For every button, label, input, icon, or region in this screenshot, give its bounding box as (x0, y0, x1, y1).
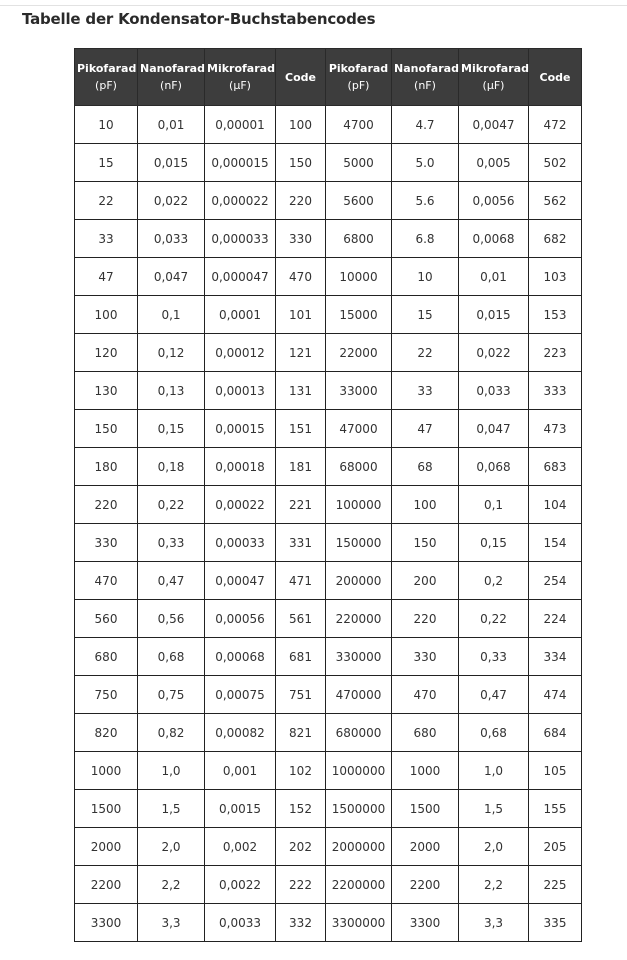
table-cell: 150000 (326, 524, 392, 562)
table-cell: 0,0056 (459, 182, 529, 220)
header-picofarad: Pikofarad (pF) (75, 49, 138, 106)
table-cell: 2200 (75, 866, 138, 904)
table-cell: 0,00001 (205, 106, 276, 144)
table-cell: 154 (529, 524, 582, 562)
table-cell: 0,000022 (205, 182, 276, 220)
table-cell: 131 (276, 372, 326, 410)
table-cell: 474 (529, 676, 582, 714)
header-picofarad-2: Pikofarad (pF) (326, 49, 392, 106)
table-cell: 180 (75, 448, 138, 486)
table-row (75, 752, 582, 790)
table-cell: 223 (529, 334, 582, 372)
table-row (75, 524, 582, 562)
table-cell: 472 (529, 106, 582, 144)
table-cell: 1000 (392, 752, 459, 790)
table-row (75, 144, 582, 182)
table-cell: 222 (276, 866, 326, 904)
table-row (75, 904, 582, 942)
table-cell: 0,015 (459, 296, 529, 334)
table-row (75, 296, 582, 334)
table-row (75, 258, 582, 296)
table-cell: 0,00056 (205, 600, 276, 638)
table-row (75, 562, 582, 600)
table-cell: 0,000033 (205, 220, 276, 258)
table-cell: 130 (75, 372, 138, 410)
header-code-2: Code (529, 49, 582, 106)
table-cell: 330 (276, 220, 326, 258)
table-row (75, 372, 582, 410)
table-cell: 751 (276, 676, 326, 714)
table-cell: 471 (276, 562, 326, 600)
header-nanofarad: Nanofarad (nF) (138, 49, 205, 106)
table-cell: 151 (276, 410, 326, 448)
table-cell: 470000 (326, 676, 392, 714)
table-cell: 0,00015 (205, 410, 276, 448)
table-cell: 2,0 (138, 828, 205, 866)
table-row (75, 486, 582, 524)
table-cell: 0,00047 (205, 562, 276, 600)
table-cell: 1500 (392, 790, 459, 828)
table-cell: 33 (392, 372, 459, 410)
table-cell: 6.8 (392, 220, 459, 258)
table-cell: 0,033 (459, 372, 529, 410)
table-cell: 1500 (75, 790, 138, 828)
table-cell: 0,002 (205, 828, 276, 866)
header-code: Code (276, 49, 326, 106)
table-cell: 2200000 (326, 866, 392, 904)
table-cell: 0,005 (459, 144, 529, 182)
header-microfarad-2: Mikrofarad (µF) (459, 49, 529, 106)
table-cell: 0,0033 (205, 904, 276, 942)
table-cell: 0,047 (138, 258, 205, 296)
table-cell: 0,33 (138, 524, 205, 562)
table-cell: 153 (529, 296, 582, 334)
table-row (75, 676, 582, 714)
table-cell: 0,01 (459, 258, 529, 296)
table-cell: 47000 (326, 410, 392, 448)
table-cell: 100000 (326, 486, 392, 524)
table-cell: 150 (75, 410, 138, 448)
table-cell: 22000 (326, 334, 392, 372)
table-cell: 680000 (326, 714, 392, 752)
table-cell: 684 (529, 714, 582, 752)
table-cell: 335 (529, 904, 582, 942)
table-cell: 5.0 (392, 144, 459, 182)
table-cell: 680 (392, 714, 459, 752)
table-cell: 2,2 (138, 866, 205, 904)
table-cell: 15000 (326, 296, 392, 334)
table-row (75, 714, 582, 752)
table-cell: 4700 (326, 106, 392, 144)
table-cell: 0,75 (138, 676, 205, 714)
table-cell: 200 (392, 562, 459, 600)
table-cell: 0,00013 (205, 372, 276, 410)
table-body (75, 106, 582, 942)
table-cell: 101 (276, 296, 326, 334)
table-cell: 0,0068 (459, 220, 529, 258)
table-cell: 681 (276, 638, 326, 676)
table-cell: 68000 (326, 448, 392, 486)
capacitor-code-table (74, 48, 582, 942)
table-cell: 10000 (326, 258, 392, 296)
table-cell: 200000 (326, 562, 392, 600)
table-row (75, 448, 582, 486)
table-row (75, 790, 582, 828)
table-cell: 121 (276, 334, 326, 372)
table-cell: 1,0 (459, 752, 529, 790)
table-cell: 561 (276, 600, 326, 638)
table-cell: 225 (529, 866, 582, 904)
table-cell: 3,3 (138, 904, 205, 942)
table-cell: 68 (392, 448, 459, 486)
table-cell: 220 (75, 486, 138, 524)
table-row (75, 410, 582, 448)
table-cell: 22 (75, 182, 138, 220)
table-row (75, 182, 582, 220)
table-cell: 0,0022 (205, 866, 276, 904)
table-cell: 1,5 (459, 790, 529, 828)
table-cell: 0,2 (459, 562, 529, 600)
table-cell: 10 (75, 106, 138, 144)
table-cell: 820 (75, 714, 138, 752)
top-divider (0, 5, 627, 6)
table-cell: 0,068 (459, 448, 529, 486)
table-cell: 224 (529, 600, 582, 638)
table-cell: 0,00075 (205, 676, 276, 714)
table-cell: 2000 (392, 828, 459, 866)
table-cell: 254 (529, 562, 582, 600)
table-cell: 0,1 (138, 296, 205, 334)
table-cell: 0,00022 (205, 486, 276, 524)
table-cell: 562 (529, 182, 582, 220)
table-cell: 470 (392, 676, 459, 714)
table-cell: 0,15 (138, 410, 205, 448)
table-cell: 0,047 (459, 410, 529, 448)
table-cell: 104 (529, 486, 582, 524)
table-cell: 0,18 (138, 448, 205, 486)
table-cell: 221 (276, 486, 326, 524)
table-cell: 0,22 (459, 600, 529, 638)
table-row (75, 600, 582, 638)
table-cell: 5000 (326, 144, 392, 182)
table-cell: 331 (276, 524, 326, 562)
table-cell: 0,68 (138, 638, 205, 676)
table-cell: 680 (75, 638, 138, 676)
table-cell: 0,000015 (205, 144, 276, 182)
table-cell: 0,000047 (205, 258, 276, 296)
table-cell: 560 (75, 600, 138, 638)
table-cell: 3300 (392, 904, 459, 942)
table-cell: 0,001 (205, 752, 276, 790)
table-cell: 1000 (75, 752, 138, 790)
table-cell: 0,47 (459, 676, 529, 714)
table-cell: 1,0 (138, 752, 205, 790)
table-cell: 2000000 (326, 828, 392, 866)
table-cell: 0,68 (459, 714, 529, 752)
table-cell: 0,12 (138, 334, 205, 372)
table-cell: 333 (529, 372, 582, 410)
table-cell: 0,00012 (205, 334, 276, 372)
table-cell: 0,033 (138, 220, 205, 258)
table-cell: 155 (529, 790, 582, 828)
table-cell: 2200 (392, 866, 459, 904)
table-row (75, 828, 582, 866)
table-row (75, 866, 582, 904)
table-cell: 220 (276, 182, 326, 220)
table-cell: 3300 (75, 904, 138, 942)
table-cell: 502 (529, 144, 582, 182)
table-cell: 821 (276, 714, 326, 752)
table-cell: 220 (392, 600, 459, 638)
table-cell: 470 (276, 258, 326, 296)
table-cell: 470 (75, 562, 138, 600)
table-cell: 0,47 (138, 562, 205, 600)
table-row (75, 334, 582, 372)
table-row (75, 106, 582, 144)
table-cell: 0,1 (459, 486, 529, 524)
table-cell: 330 (75, 524, 138, 562)
table-cell: 100 (75, 296, 138, 334)
table-cell: 150 (392, 524, 459, 562)
table-cell: 15 (75, 144, 138, 182)
table-cell: 0,56 (138, 600, 205, 638)
table-cell: 105 (529, 752, 582, 790)
table-cell: 15 (392, 296, 459, 334)
table-cell: 4.7 (392, 106, 459, 144)
table-cell: 33000 (326, 372, 392, 410)
table-cell: 0,33 (459, 638, 529, 676)
table-cell: 0,0015 (205, 790, 276, 828)
table-cell: 100 (276, 106, 326, 144)
table-cell: 33 (75, 220, 138, 258)
header-nanofarad-2: Nanofarad (nF) (392, 49, 459, 106)
table-cell: 2000 (75, 828, 138, 866)
table-cell: 0,022 (138, 182, 205, 220)
table-cell: 152 (276, 790, 326, 828)
table-cell: 1500000 (326, 790, 392, 828)
table-cell: 102 (276, 752, 326, 790)
table-cell: 2,2 (459, 866, 529, 904)
table-cell: 0,82 (138, 714, 205, 752)
table-cell: 181 (276, 448, 326, 486)
header-microfarad: Mikrofarad (µF) (205, 49, 276, 106)
table-cell: 5600 (326, 182, 392, 220)
table-cell: 0,0047 (459, 106, 529, 144)
table-cell: 6800 (326, 220, 392, 258)
table-cell: 22 (392, 334, 459, 372)
table-cell: 1000000 (326, 752, 392, 790)
table-cell: 0,0001 (205, 296, 276, 334)
table-row (75, 220, 582, 258)
table-cell: 0,00033 (205, 524, 276, 562)
table-cell: 220000 (326, 600, 392, 638)
table-cell: 334 (529, 638, 582, 676)
table-cell: 0,13 (138, 372, 205, 410)
table-cell: 683 (529, 448, 582, 486)
page-title: Tabelle der Kondensator-Buchstabencodes (22, 10, 376, 28)
table-cell: 682 (529, 220, 582, 258)
table-cell: 1,5 (138, 790, 205, 828)
table-cell: 0,022 (459, 334, 529, 372)
table-cell: 47 (75, 258, 138, 296)
table-cell: 103 (529, 258, 582, 296)
table-cell: 0,00068 (205, 638, 276, 676)
table-row (75, 638, 582, 676)
table-cell: 100 (392, 486, 459, 524)
table-cell: 750 (75, 676, 138, 714)
table-cell: 47 (392, 410, 459, 448)
table-cell: 332 (276, 904, 326, 942)
table-cell: 0,22 (138, 486, 205, 524)
table-cell: 0,00082 (205, 714, 276, 752)
table-cell: 0,01 (138, 106, 205, 144)
table-cell: 3,3 (459, 904, 529, 942)
table-cell: 10 (392, 258, 459, 296)
table-cell: 330 (392, 638, 459, 676)
table-cell: 0,15 (459, 524, 529, 562)
table-cell: 0,015 (138, 144, 205, 182)
table-header-row (75, 49, 582, 106)
table-cell: 473 (529, 410, 582, 448)
table-cell: 2,0 (459, 828, 529, 866)
table-cell: 120 (75, 334, 138, 372)
table-cell: 205 (529, 828, 582, 866)
table-cell: 202 (276, 828, 326, 866)
table-cell: 5.6 (392, 182, 459, 220)
table-cell: 0,00018 (205, 448, 276, 486)
table-cell: 150 (276, 144, 326, 182)
table-cell: 3300000 (326, 904, 392, 942)
table-cell: 330000 (326, 638, 392, 676)
